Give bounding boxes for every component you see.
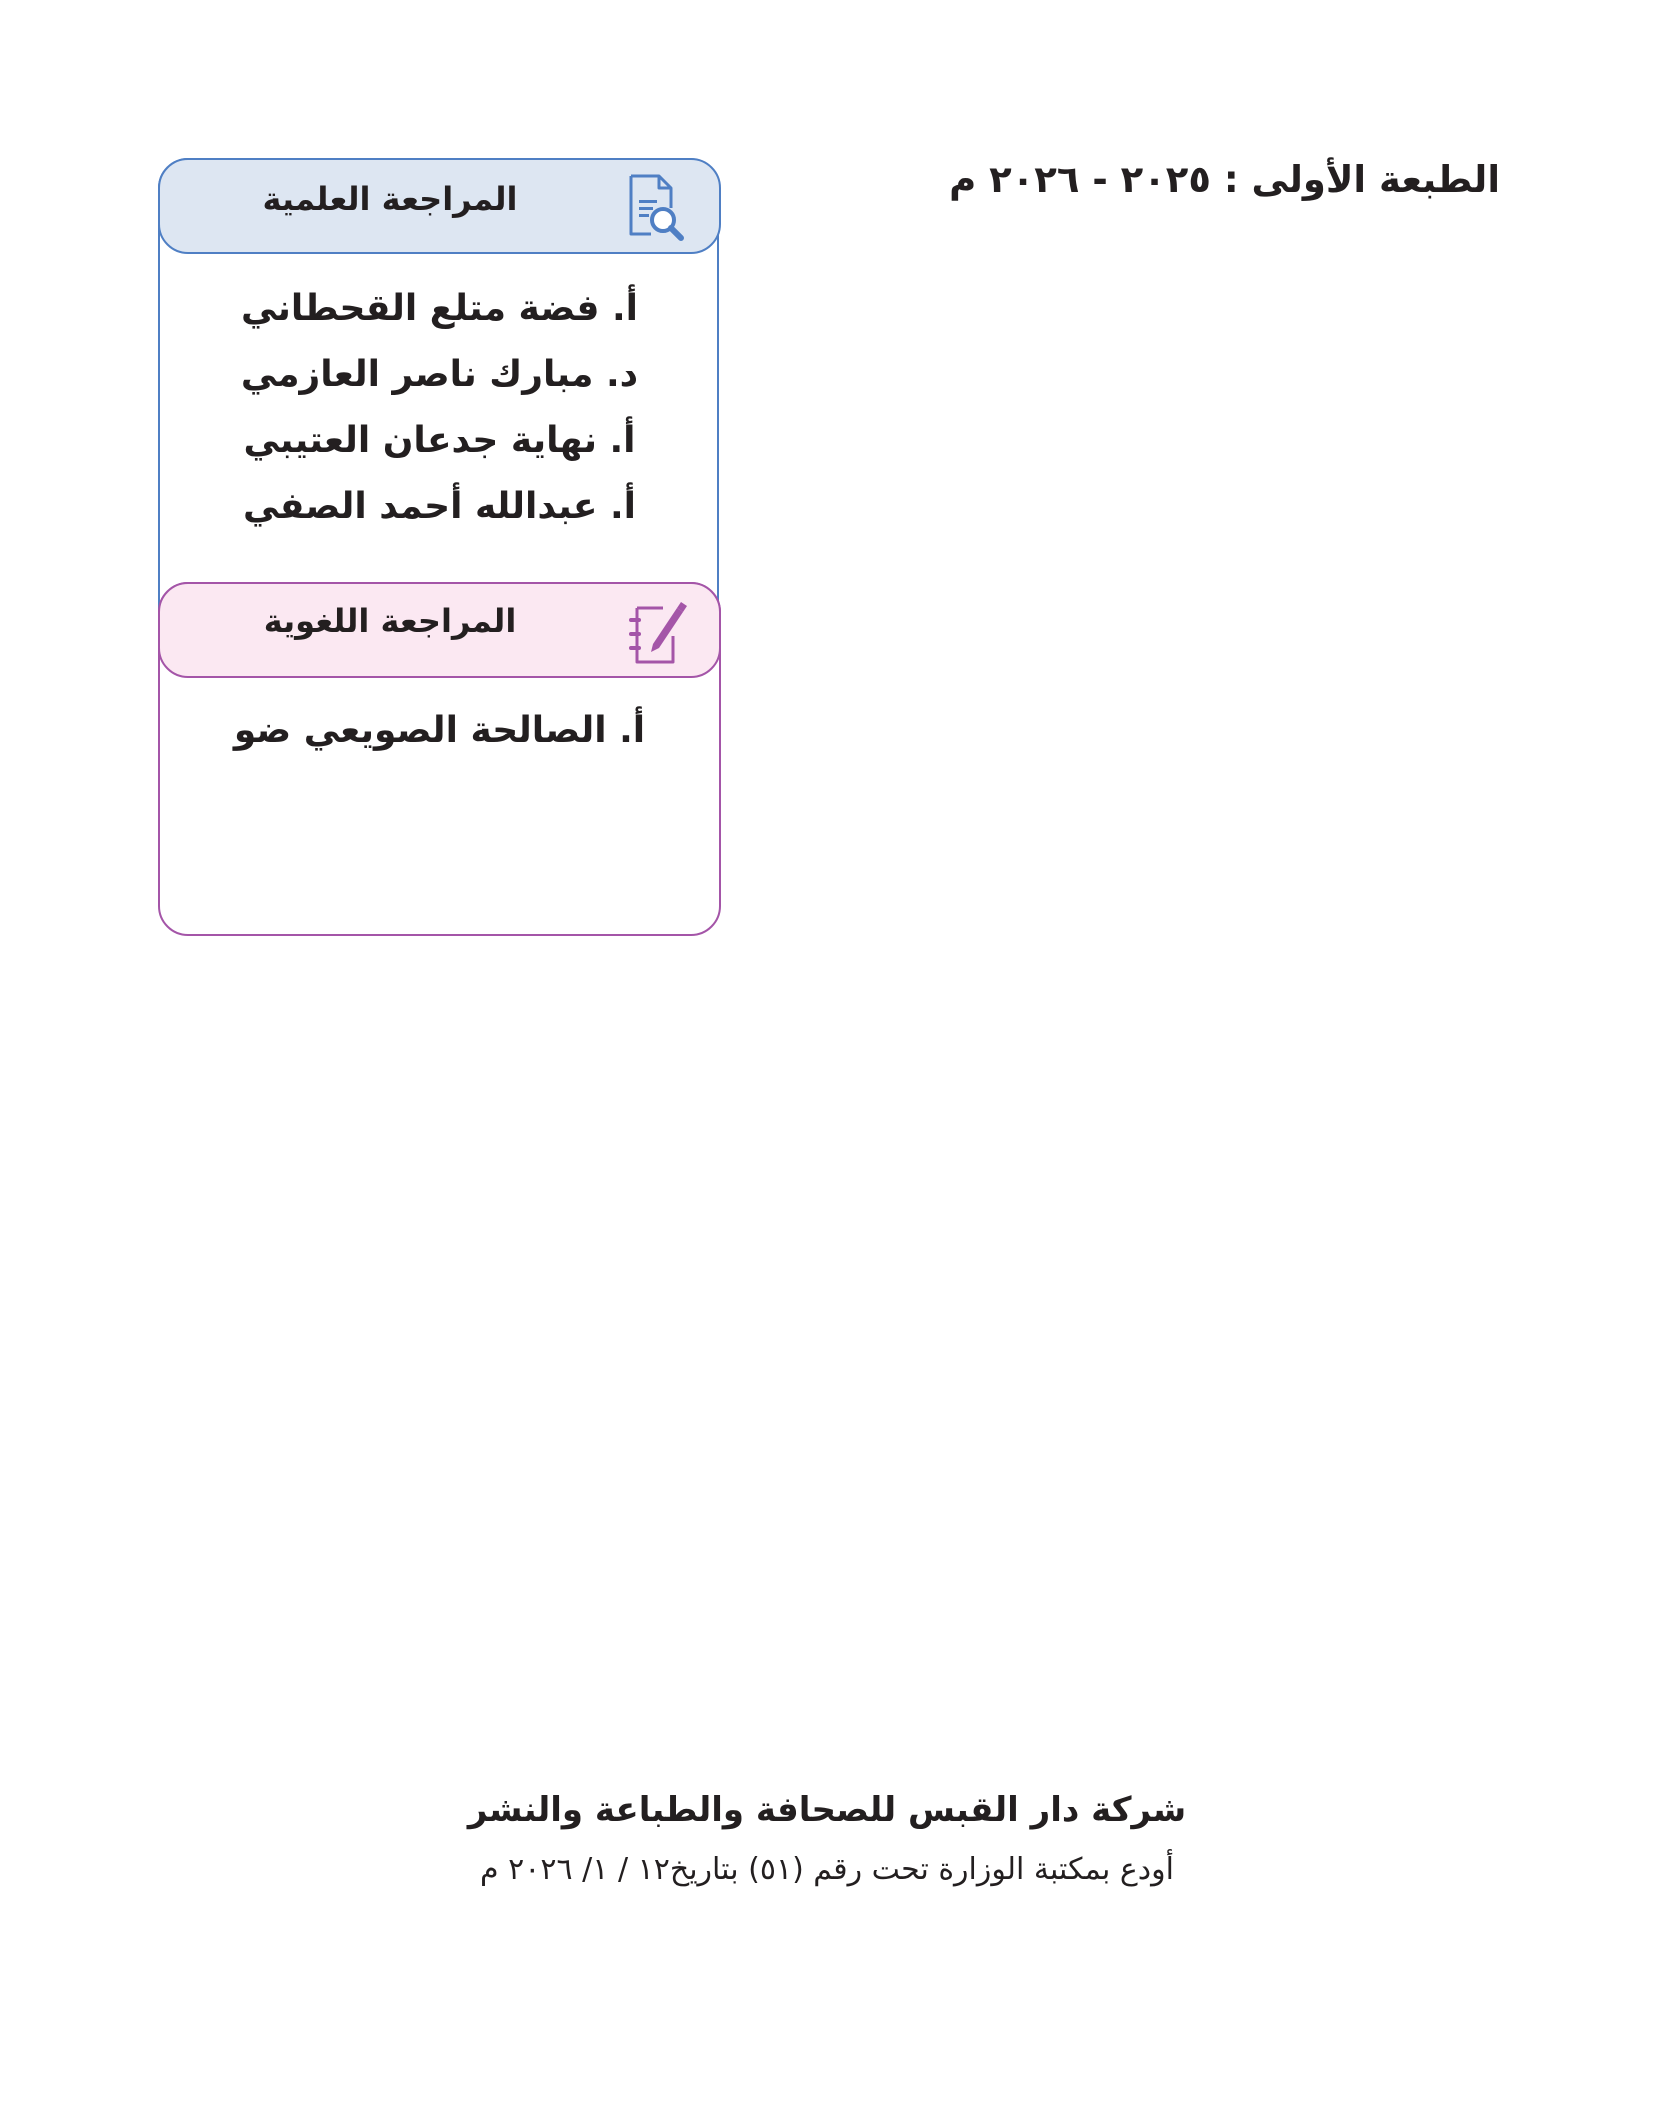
scientific-review-title: المراجعة العلمية <box>262 180 518 218</box>
reviewer-name: أ. فضة متلع القحطاني <box>240 288 638 329</box>
language-review-title: المراجعة اللغوية <box>263 602 517 640</box>
language-reviewers-list <box>158 698 721 764</box>
publisher-name: شركة دار القبس للصحافة والطباعة والنشر <box>467 1790 1187 1830</box>
deposit-note: أودع بمكتبة الوزارة تحت رقم (٥١) بتاريخ١٢ / ١/ ٢٠٢٦ م <box>480 1852 1174 1887</box>
reviewer-name: أ. الصالحة الصويعي ضو <box>233 710 646 751</box>
reviewer-name: د. مبارك ناصر العازمي <box>240 354 639 395</box>
reviewer-name: أ. عبدالله أحمد الصفي <box>243 486 636 527</box>
language-review-header <box>158 582 721 678</box>
scientific-reviewers-list <box>158 276 721 540</box>
scientific-review-header <box>158 158 721 254</box>
document-search-icon <box>623 172 689 242</box>
edition-line: الطبعة الأولى : ٢٠٢٥ - ٢٠٢٦ م <box>949 158 1500 201</box>
reviewers-panel <box>158 158 721 936</box>
notebook-pencil-icon <box>623 596 689 666</box>
reviewer-name: أ. نهاية جدعان العتيبي <box>243 420 636 461</box>
